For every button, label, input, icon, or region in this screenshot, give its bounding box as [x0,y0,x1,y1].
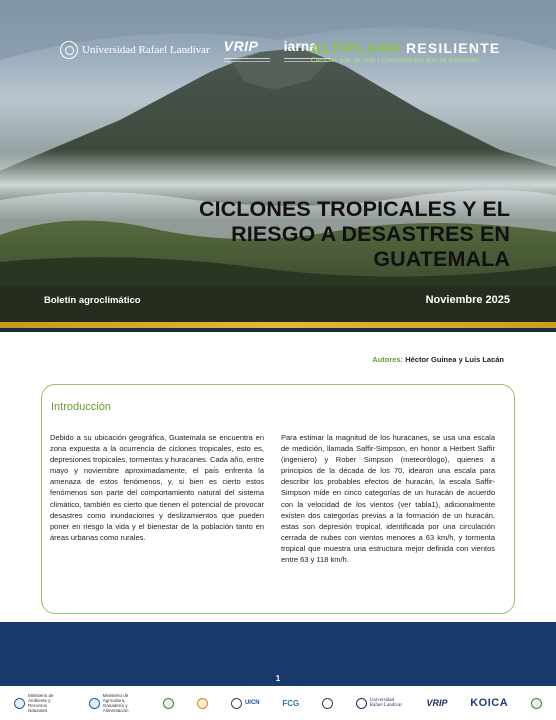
fcg-icon: FCG [282,698,300,708]
partner-vrip [426,697,448,708]
introduction-left-column: Debido a su ubicación geográfica, Guatemala se encuentra en zona expuesta a la ocurrencia de ciclones tropicales, esto es, depresiones tropicales, tormentas y huracanes. Cada año, entre mayo y noviembre aproximadamente, el país enfrenta la amenaza de estos fenómenos, y, si bien es cierto estos fenómenos son parte del comportamiento natural del sistema climático, también es cierto que tienen el potencial de provocar desastres como inundaciones y deslizamientos que pueden poner en riesgo la vida y el bienestar de la población tanto en áreas urbanas como rurales. [50,433,264,542]
hero-banner [0,0,556,330]
partner-marn-name: Ministerio de Ambiente y Recursos Naturales [28,693,54,713]
document-title-block [170,197,510,272]
partner-logos-strip [0,686,556,720]
document-title: CICLONES TROPICALES Y EL RIESGO A DESASTRES EN GUATEMALA [198,197,510,271]
partner-maga-name: Ministerio de Agricultura, Ganadería y Alimentación [102,693,129,713]
dark-divider [0,328,556,332]
brand-tagline: Ciencias que se Vive | Comunidades que se Sostienen [311,57,480,64]
header-logos [60,38,330,62]
partner-url [356,698,404,709]
partner-uicn [231,698,260,709]
uicn-icon [231,698,242,709]
publication-date: Noviembre 2025 [425,294,510,306]
university-name: Universidad Rafael Landívar [82,44,210,56]
partner-3 [163,698,174,709]
partner-koica [470,696,509,709]
vrip-subline [224,58,270,62]
introduction-heading: Introducción [51,401,111,413]
green-leaf-icon [531,698,542,709]
university-logo [60,41,210,59]
introduction-box [41,384,515,614]
brand-wordmark [311,40,500,56]
authors-line [372,355,504,364]
brand-part-resiliente: RESILIENTE [405,40,501,56]
university-seal-icon [60,41,78,59]
partner-11 [531,698,542,709]
partner-marn [14,693,66,713]
vrip-logo-icon: VRIP [426,697,448,708]
url-seal-icon [356,698,367,709]
iarna-wordmark: iarna [283,38,318,54]
partner-url-name: Universidad Rafael Landívar [369,698,403,708]
vrip-wordmark: VRIP [223,38,259,54]
institution-seal-icon [197,698,208,709]
authors-names: Héctor Guinea y Luis Lacán [405,355,504,364]
partner-uicn-name: UICN [244,699,260,706]
guatemala-seal-icon [14,698,25,709]
brand-part-altiplano: ALTIPLANO [311,40,401,56]
partner-maga [89,693,141,713]
guatemala-seal-icon [89,698,100,709]
page-number: 1 [275,674,281,683]
authors-label: Autores: [372,355,404,364]
introduction-right-column: Para estimar la magnitud de los huracanes, se usa una escala de medición, llamada Saffir-Simpson, en honor a Herbert Saffir (ingeniero) y Rober Simpson (meteorólogo), quienes a principios de la década de los 70, idearon una escala para describir los probables efectos de huracán, la escala Saffir-Simpson mide en cinco categorías de un huracán de acuerdo con la velocidad de los vientos (ver tabla1), adicionalmente existen dos categorías previas a la formación de un huracán, estas son depresión tropical, identificada por una circulación cerrada de nubes con vientos menores a 63 km/h, y tormenta tropical que muestra una estructura mejor definida con vientos entre 63 y 118 km/h. [281,433,495,565]
institution-seal-icon [163,698,174,709]
partner-7 [322,698,333,709]
partner-4 [197,698,208,709]
vrip-logo [224,38,270,62]
altiplano-resiliente-brand [311,40,500,64]
koica-logo-icon: KOICA [470,696,509,709]
institution-seal-icon [322,698,333,709]
bulletin-label: Boletín agroclimático [44,295,141,306]
partner-fcg [282,698,300,708]
